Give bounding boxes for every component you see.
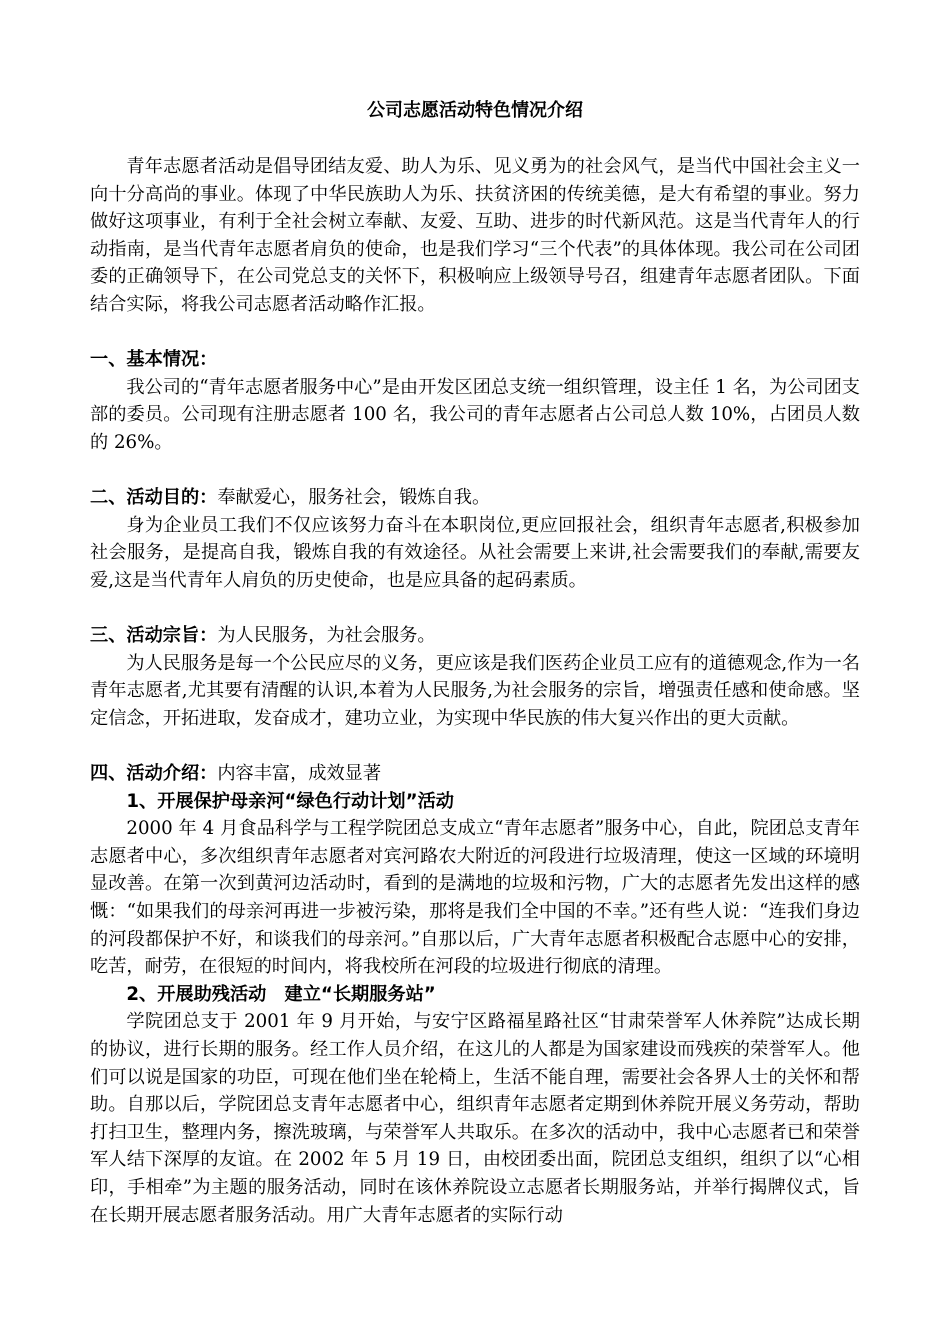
section-1-body: 我公司的“青年志愿者服务中心”是由开发区团总支统一组织管理，设主任 1 名，为公司团支部的委员。公司现有注册志愿者 100 名，我公司的青年志愿者占公司总人数 10%，占团员人数的 26%。 <box>90 376 860 453</box>
document-title: 公司志愿活动特色情况介绍 <box>367 100 583 121</box>
intro-paragraph: 青年志愿者活动是倡导团结友爱、助人为乐、见义勇为的社会风气，是当代中国社会主义一向十分高尚的事业。体现了中华民族助人为乐、扶贫济困的传统美德，是大有希望的事业。努力做好这项事业，有利于全社会树立奉献、友爱、互助、进步的时代新风范。这是当代青年人的行动指南，是当代青年志愿者肩负的使命，也是我们学习“三个代表”的具体体现。我公司在公司团委的正确领导下，在公司党总支的关怀下，积极响应上级领导号召，组建青年志愿者团队。下面结合实际，将我公司志愿者活动略作汇报。 <box>90 156 860 315</box>
spacer <box>90 457 860 485</box>
section-3-heading <box>90 622 860 650</box>
section-2-body: 身为企业员工我们不仅应该努力奋斗在本职岗位,更应回报社会，组织青年志愿者,积极参加社会服务，是提高自我，锻炼自我的有效途径。从社会需要上来讲,社会需要我们的奉献,需要友爱,这是当代青年人肩负的历史使命，也是应具备的起码素质。 <box>90 514 860 591</box>
section-4-subheading-2 <box>90 981 860 1009</box>
spacer <box>90 595 860 623</box>
spacer <box>90 732 860 760</box>
section-4-subheading-1 <box>90 788 860 816</box>
section-4-heading-text: 内容丰富，成效显著 <box>217 763 382 785</box>
spacer <box>90 319 860 347</box>
section-1-heading-label: 一、基本情况： <box>90 349 218 371</box>
section-3-heading-label: 三、活动宗旨： <box>90 625 218 647</box>
section-2-heading-label: 二、活动目的： <box>90 487 218 509</box>
section-4-subheading-1-label: 1、开展保护母亲河“绿色行动计划”活动 <box>126 790 454 812</box>
section-2-heading-text: 奉献爱心，服务社会，锻炼自我。 <box>217 487 491 509</box>
section-4-subheading-2-label: 2、开展助残活动 建立“长期服务站” <box>126 983 436 1005</box>
section-2-heading <box>90 484 860 512</box>
section-4-heading-label: 四、活动介绍： <box>90 763 218 785</box>
section-4-heading <box>90 760 860 788</box>
section-1-heading <box>90 346 860 374</box>
section-4-body-1: 2000 年 4 月食品科学与工程学院团总支成立“青年志愿者”服务中心，自此，院团总支青年志愿者中心，多次组织青年志愿者对宾河路农大附近的河段进行垃圾清理，使这一区域的环境明显改善。在第一次到黄河边活动时，看到的是满地的垃圾和污物，广大的志愿者先发出这样的感慨：“如果我们的母亲河再进一步被污染，那将是我们全中国的不幸。”还有些人说：“连我们身边的河段都保护不好，和谈我们的母亲河。”自那以后，广大青年志愿者积极配合志愿中心的安排，吃苦，耐劳，在很短的时间内，将我校所在河段的垃圾进行彻底的清理。 <box>90 818 860 978</box>
section-3-body: 为人民服务是每一个公民应尽的义务，更应该是我们医药企业员工应有的道德观念,作为一名青年志愿者,尤其要有清醒的认识,本着为人民服务,为社会服务的宗旨，增强责任感和使命感。坚定信念，开拓进取，发奋成才，建功立业，为实现中华民族的伟大复兴作出的更大贡献。 <box>90 652 860 729</box>
section-3-heading-text: 为人民服务，为社会服务。 <box>217 625 436 647</box>
section-4-body-2: 学院团总支于 2001 年 9 月开始，与安宁区路福星路社区“甘肃荣誉军人休养院”达成长期的协议，进行长期的服务。经工作人员介绍，在这儿的人都是为国家建设而残疾的荣誉军人。他们可以说是国家的功臣，可现在他们坐在轮椅上，生活不能自理，需要社会各界人士的关怀和帮助。自那以后，学院团总支青年志愿者中心，组织青年志愿者定期到休养院开展义务劳动，帮助打扫卫生，整理内务，擦洗玻璃，与荣誉军人共取乐。在多次的活动中，我中心志愿者已和荣誉军人结下深厚的友谊。在 2002 年 5 月 19 日，由校团委出面，院团总支组织，组织了以“心相印，手相牵”为主题的服务活动，同时在该休养院设立志愿者长期服务站，并举行揭牌仪式，旨在长期开展志愿者服务活动。用广大青年志愿者的实际行动 <box>90 1011 860 1226</box>
